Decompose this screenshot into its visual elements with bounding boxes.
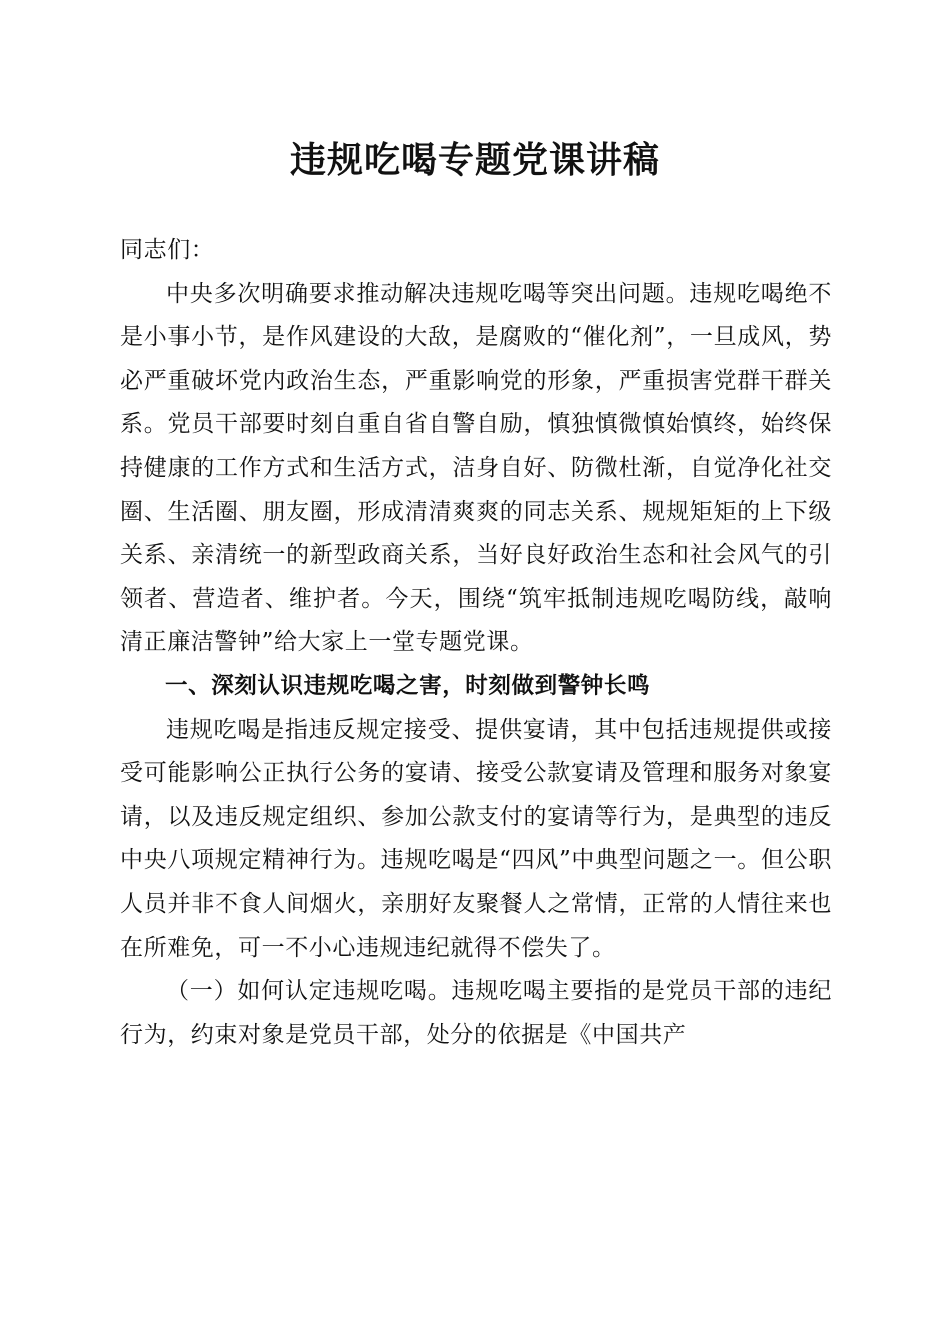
- document-body: [120, 229, 832, 1057]
- section-paragraph: 违规吃喝是指违反规定接受、提供宴请，其中包括违规提供或接受可能影响公正执行公务的宴请、接受公款宴请及管理和服务对象宴请，以及违反规定组织、参加公款支付的宴请等行为，是典型的违反中央八项规定精神行为。违规吃喝是“四风”中典型问题之一。但公职人员并非不食人间烟火，亲朋好友聚餐人之常情，正常的人情往来也在所难免，可一不小心违规违纪就得不偿失了。: [120, 716, 832, 961]
- document-title: 违规吃喝专题党课讲稿: [289, 139, 660, 181]
- salutation: 同志们：: [120, 237, 215, 263]
- intro-paragraph: 中央多次明确要求推动解决违规吃喝等突出问题。违规吃喝绝不是小事小节，是作风建设的大敌，是腐败的“催化剂”，一旦成风，势必严重破坏党内政治生态，严重影响党的形象，严重损害党群干群关系。党员干部要时刻自重自省自警自励，慎独慎微慎始慎终，始终保持健康的工作方式和生活方式，洁身自好、防微杜渐，自觉净化社交圈、生活圈、朋友圈，形成清清爽爽的同志关系、规规矩矩的上下级关系、亲清统一的新型政商关系，当好良好政治生态和社会风气的引领者、营造者、维护者。今天，围绕“筑牢抵制违规吃喝防线，敲响清正廉洁警钟”给大家上一堂专题党课。: [120, 280, 832, 656]
- subsection-paragraph: [120, 970, 832, 1057]
- subsection-label: （一）如何认定违规吃喝。: [166, 978, 452, 1005]
- subsection-text: 违规吃喝主要指的是党员干部的违纪行为，约束对象是党员干部，处分的依据是《中国共产: [120, 978, 832, 1048]
- section-heading: 一、深刻认识违规吃喝之害，时刻做到警钟长鸣: [165, 672, 651, 699]
